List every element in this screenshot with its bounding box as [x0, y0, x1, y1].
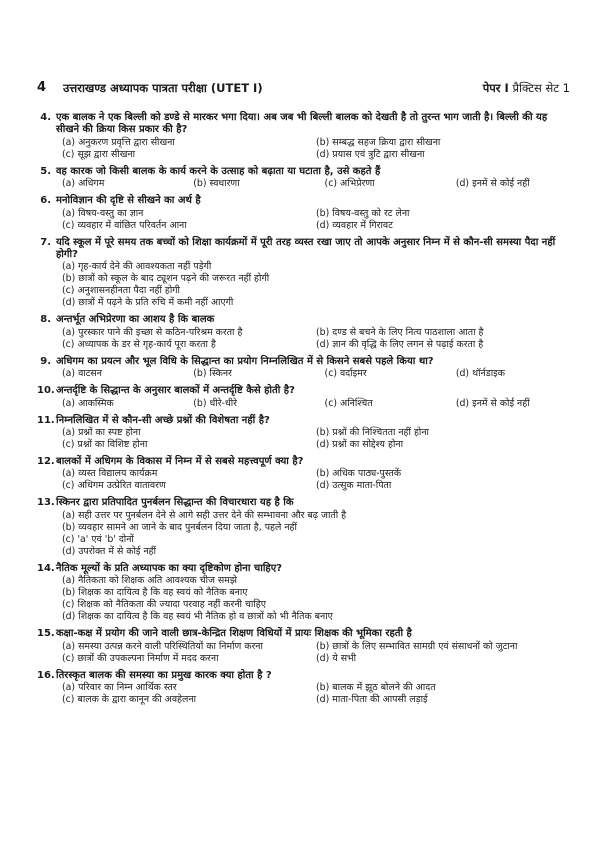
option-text: विषय-वस्तु का ज्ञान [78, 207, 144, 219]
option-label: (b) [193, 368, 207, 380]
question-number: 15. [37, 628, 55, 640]
option-text: व्यस्त विद्यालय कार्यक्रम [78, 468, 158, 480]
option-text: स्वधारणा [209, 178, 240, 190]
question-text: निम्नलिखित में से कौन-सी अच्छे प्रश्नों की विशेषता नहीं है? [56, 414, 270, 426]
page-header [37, 80, 570, 98]
option-text: सम्बद्ध सहज क्रिया द्वारा सीखना [332, 136, 441, 148]
question-block [37, 237, 570, 310]
option-text: विषय-वस्तु को रट लेना [332, 207, 410, 219]
question-number: 8. [40, 314, 51, 326]
option-label: (b) [316, 136, 330, 148]
option-text: प्रश्नों का स्पष्ट होना [78, 427, 141, 439]
question-stem [37, 628, 570, 640]
answer-option [62, 480, 316, 492]
page-number: 4 [37, 80, 47, 95]
answer-option [62, 178, 193, 190]
option-text: प्रश्नों का सोद्देश्य होना [332, 439, 404, 451]
question-text: अधिगम का प्रयत्न और भूल विधि के सिद्धान्त का प्रयोग निम्नलिखित में से किसने सबसे पहले किया था? [56, 355, 434, 367]
question-number: 12. [37, 456, 55, 468]
answer-option [62, 427, 316, 439]
answer-option [62, 575, 570, 587]
option-text: दण्ड से बचने के लिए नित्य पाठशाला आता है [332, 326, 484, 338]
question-number: 14. [37, 562, 55, 574]
answer-option [62, 534, 570, 546]
option-label: (c) [62, 439, 75, 451]
option-text: समस्या उत्पन्न करने वाली परिस्थितियों का निर्माण करना [78, 640, 263, 652]
question-stem [37, 112, 570, 137]
answer-option [62, 368, 193, 380]
question-text: अन्तर्भूत अभिप्रेरणा का आशय है कि बालक [56, 314, 215, 326]
answer-option [316, 694, 570, 706]
answer-option [316, 208, 570, 220]
answer-options [62, 510, 570, 558]
question-block [37, 112, 570, 161]
option-text: वाटसन [78, 368, 102, 380]
answer-option [62, 611, 570, 623]
answer-option [316, 641, 570, 653]
answer-option [316, 653, 570, 665]
answer-option [316, 427, 570, 439]
option-text: अभिप्रेरणा [340, 178, 375, 190]
answer-option [62, 261, 570, 273]
question-block [37, 166, 570, 190]
question-text: अन्तर्दृष्टि के सिद्धान्त के अनुसार बालकों में अन्तर्दृष्टि कैसे होती है? [56, 385, 295, 397]
answer-option [456, 398, 570, 410]
answer-option [316, 137, 570, 149]
answer-option [62, 546, 570, 558]
answer-options [62, 682, 570, 706]
answer-option [316, 439, 570, 451]
option-text: अनुकरण प्रवृत्ति द्वारा सीखना [78, 136, 175, 148]
option-label: (a) [62, 326, 76, 338]
option-text: पुरस्कार पाने की इच्छा से कठिन-परिश्रम करता है [78, 326, 243, 338]
practice-set-label: प्रैक्टिस सेट 1 [512, 81, 570, 95]
answer-option [62, 327, 316, 339]
question-number: 7. [40, 236, 51, 248]
option-label: (c) [324, 368, 338, 380]
option-label: (b) [193, 397, 207, 409]
option-label: (b) [62, 273, 76, 285]
option-label: (d) [455, 397, 470, 409]
question-text: नैतिक मूल्यों के प्रति अध्यापक का क्या दृष्टिकोण होना चाहिए? [56, 562, 283, 574]
option-label: (a) [62, 368, 76, 380]
question-list [37, 112, 570, 711]
option-label: (d) [316, 338, 330, 350]
answer-option [325, 398, 456, 410]
option-text: सूझ द्वारा सीखना [77, 148, 136, 160]
option-label: (c) [62, 338, 75, 350]
option-label: (c) [324, 397, 338, 409]
option-text: शिक्षक का दायित्व है कि वह स्वयं भी नैतिक हो व छात्रों को भी नैतिक बनाए [78, 611, 333, 623]
answer-options [62, 575, 570, 623]
answer-options [62, 641, 570, 665]
answer-option [316, 468, 570, 480]
option-label: (b) [316, 427, 330, 439]
answer-option [193, 398, 324, 410]
question-stem [37, 385, 570, 397]
question-number: 16. [37, 669, 55, 681]
option-label: (a) [62, 397, 76, 409]
option-text: उपरोक्त में से कोई नहीं [78, 545, 157, 557]
answer-option [62, 208, 316, 220]
option-label: (d) [316, 439, 330, 451]
option-text: इनमें से कोई नहीं [472, 178, 530, 190]
answer-option [325, 368, 456, 380]
option-text: ये सभी [332, 652, 357, 664]
question-number: 6. [40, 195, 51, 207]
question-number: 5. [40, 165, 51, 177]
option-label: (c) [62, 599, 75, 611]
question-stem [37, 166, 570, 178]
answer-option [62, 339, 316, 351]
option-text: प्रश्नों का विशिष्ट होना [77, 439, 148, 451]
answer-options [62, 468, 570, 492]
option-label: (b) [316, 326, 330, 338]
answer-option [456, 178, 570, 190]
option-text: गृह-कार्य देने की आवश्यकता नहीं पड़ेगी [78, 261, 212, 273]
question-text: स्किनर द्वारा प्रतिपादित पुनर्बलन सिद्धान्त की विचारधारा यह है कि [56, 497, 294, 509]
question-stem [37, 314, 570, 326]
option-text: शिक्षक को नैतिकता की ज्यादा परवाह नहीं करनी चाहिए [77, 599, 266, 611]
option-label: (b) [62, 587, 76, 599]
question-block [37, 356, 570, 380]
option-text: बालक के द्वारा कानून की अवहेलना [77, 694, 197, 706]
option-label: (a) [62, 207, 76, 219]
option-text: अधिक पाठ्य-पुस्तकें [332, 468, 402, 480]
question-block [37, 670, 570, 706]
paper-label [483, 81, 570, 96]
answer-option [193, 368, 324, 380]
answer-options [62, 178, 570, 190]
option-label: (a) [62, 509, 76, 521]
option-text: सही उत्तर पर पुनर्बलन देने से आगे सही उत्तर देने की सम्भावना और बढ़ जाती है [78, 509, 347, 521]
answer-option [62, 297, 570, 309]
answer-option [62, 220, 316, 232]
answer-option [456, 368, 570, 380]
answer-option [62, 273, 570, 285]
question-stem [37, 415, 570, 427]
option-text: प्रश्नों की निश्चितता नहीं होना [332, 427, 429, 439]
option-text: अनिश्चित [340, 397, 373, 409]
answer-options [62, 427, 570, 451]
question-stem [37, 563, 570, 575]
question-block [37, 563, 570, 623]
option-label: (b) [62, 521, 76, 533]
option-text: प्रयास एवं त्रुटि द्वारा सीखना [332, 148, 425, 160]
option-label: (b) [316, 682, 330, 694]
answer-option [316, 327, 570, 339]
answer-option [62, 682, 316, 694]
question-block [37, 385, 570, 409]
exam-title: उत्तराखण्ड अध्यापक पात्रता परीक्षा (UTET I) [63, 81, 263, 95]
option-text: धीरे-धीरे [209, 397, 237, 409]
option-text: स्किनर [209, 368, 232, 380]
option-label: (a) [62, 427, 76, 439]
option-text: माता-पिता की आपसी लड़ाई [332, 694, 428, 706]
answer-option [62, 653, 316, 665]
question-number: 9. [40, 355, 51, 367]
option-label: (a) [62, 640, 76, 652]
option-text: शिक्षक का दायित्व है कि वह स्वयं को नैतिक बनाए [78, 587, 248, 599]
answer-option [62, 510, 570, 522]
answer-options [62, 137, 570, 161]
answer-option [325, 178, 456, 190]
answer-option [316, 149, 570, 161]
question-number: 11. [37, 414, 55, 426]
answer-option [62, 641, 316, 653]
option-text: वर्दाइमर [340, 368, 367, 380]
option-text: अधिगम उत्प्रेरित वातावरण [77, 480, 166, 492]
question-text: तिरस्कृत बालक की समस्या का प्रमुख कारक क्या होता है ? [56, 669, 272, 681]
option-text: अध्यापक के डर से गृह-कार्य पूरा करता है [77, 338, 216, 350]
question-stem [37, 237, 570, 262]
question-block [37, 456, 570, 492]
option-label: (b) [316, 468, 330, 480]
option-label: (d) [455, 368, 470, 380]
option-text: बालक में झूठ बोलने की आदत [332, 682, 436, 694]
option-label: (d) [455, 178, 470, 190]
option-label: (a) [62, 136, 76, 148]
answer-option [62, 599, 570, 611]
option-text: उत्सुक माता-पिता [332, 480, 392, 492]
option-label: (c) [62, 652, 75, 664]
question-stem [37, 497, 570, 509]
option-text: व्यवहार में गिरावट [332, 219, 393, 231]
option-label: (b) [316, 207, 330, 219]
answer-option [62, 694, 316, 706]
option-label: (a) [62, 468, 76, 480]
option-text: व्यवहार सामने आ जाने के बाद पुनर्बलन दिया जाता है, पहले नहीं [78, 521, 297, 533]
question-block [37, 628, 570, 664]
answer-options [62, 208, 570, 232]
option-label: (b) [316, 640, 330, 652]
question-text: यदि स्कूल में पूरे समय तक बच्चों को शिक्षा कार्यक्रमों में पूरी तरह व्यस्त रखा जाए तो आपके अनुसार निम्न में से कौन-सी समस्या पैदा नहीं होगी? [56, 236, 556, 261]
option-text: थॉर्नडाइक [472, 368, 505, 380]
question-text: कक्षा-कक्ष में प्रयोग की जाने वाली छात्र-केन्द्रित शिक्षण विधियों में प्रायः शिक्षक की भूमिका रहती है [56, 628, 412, 640]
option-label: (c) [62, 533, 75, 545]
question-text: एक बालक ने एक बिल्ली को डण्डे से मारकर भगा दिया। अब जब भी बिल्ली बालक को देखती है तो तुरन्त भाग जाती है। बिल्ली की यह सीखने की क्रिया किस प्रकार की है? [56, 112, 548, 136]
question-number: 13. [37, 497, 55, 509]
option-label: (d) [62, 545, 76, 557]
option-label: (a) [62, 261, 76, 273]
option-text: इनमें से कोई नहीं [472, 397, 530, 409]
option-text: नैतिकता को शिक्षक अति आवश्यक चीज समझे [78, 575, 237, 587]
option-label: (c) [62, 694, 75, 706]
question-stem [37, 195, 570, 207]
option-label: (d) [316, 148, 330, 160]
answer-options [62, 398, 570, 410]
answer-option [316, 220, 570, 232]
question-stem [37, 670, 570, 682]
question-text: वह कारक जो किसी बालक के कार्य करने के उत्साह को बढ़ाता या घटाता है, उसे कहते हैं [56, 165, 381, 177]
option-label: (c) [62, 480, 75, 492]
question-text: बालकों में अधिगम के विकास में निम्न में से सबसे महत्त्वपूर्ण क्या है? [56, 456, 304, 468]
question-block [37, 497, 570, 557]
answer-option [62, 285, 570, 297]
question-number: 4. [40, 112, 51, 123]
option-text: ज्ञान की वृद्धि के लिए लगन से पढ़ाई करता है [332, 338, 484, 350]
answer-option [62, 149, 316, 161]
option-label: (d) [62, 297, 76, 309]
option-label: (c) [62, 148, 75, 160]
question-number: 10. [37, 385, 55, 397]
question-text: मनोविज्ञान की दृष्टि से सीखने का अर्थ है [56, 195, 201, 207]
answer-options [62, 327, 570, 351]
option-text: अधिगम [78, 178, 105, 190]
option-label: (d) [316, 652, 330, 664]
answer-options [62, 261, 570, 309]
option-label: (d) [316, 480, 330, 492]
question-block [37, 314, 570, 350]
option-label: (c) [62, 285, 75, 297]
answer-options [62, 368, 570, 380]
answer-option [62, 468, 316, 480]
option-label: (a) [62, 682, 76, 694]
option-text: छात्रों को स्कूल के बाद ट्यूशन पढ़ने की जरूरत नहीं होगी [78, 273, 270, 285]
option-label: (a) [62, 178, 76, 190]
option-text: छात्रों के लिए सम्भावित सामग्री एवं संसाधनों को जुटाना [332, 640, 518, 652]
option-text: आकस्मिक [78, 397, 114, 409]
option-text: परिवार का निम्न आर्थिक स्तर [78, 682, 177, 694]
option-label: (a) [62, 575, 76, 587]
question-stem [37, 356, 570, 368]
option-text: छात्रों में पढ़ने के प्रति रुचि में कमी नहीं आएगी [78, 297, 234, 309]
answer-option [193, 178, 324, 190]
answer-option [316, 682, 570, 694]
question-block [37, 195, 570, 231]
answer-option [62, 398, 193, 410]
option-label: (d) [62, 611, 76, 623]
option-label: (d) [316, 694, 330, 706]
option-label: (b) [193, 178, 207, 190]
option-label: (d) [316, 219, 330, 231]
option-text: अनुशासनहीनता पैदा नहीं होगी [77, 285, 180, 297]
option-text: व्यवहार में वांछित परिवर्तन आना [77, 219, 187, 231]
option-text: छात्रों की उपकल्पना निर्माण में मदद करना [77, 652, 219, 664]
paper-label-bold: पेपर I [482, 81, 509, 95]
option-label: (c) [62, 219, 75, 231]
answer-option [62, 137, 316, 149]
answer-option [62, 522, 570, 534]
question-stem [37, 456, 570, 468]
answer-option [62, 587, 570, 599]
option-text: 'a' एवं 'b' दोनों [77, 533, 134, 545]
answer-option [316, 339, 570, 351]
option-label: (c) [324, 178, 338, 190]
answer-option [316, 480, 570, 492]
question-block [37, 415, 570, 451]
answer-option [62, 439, 316, 451]
